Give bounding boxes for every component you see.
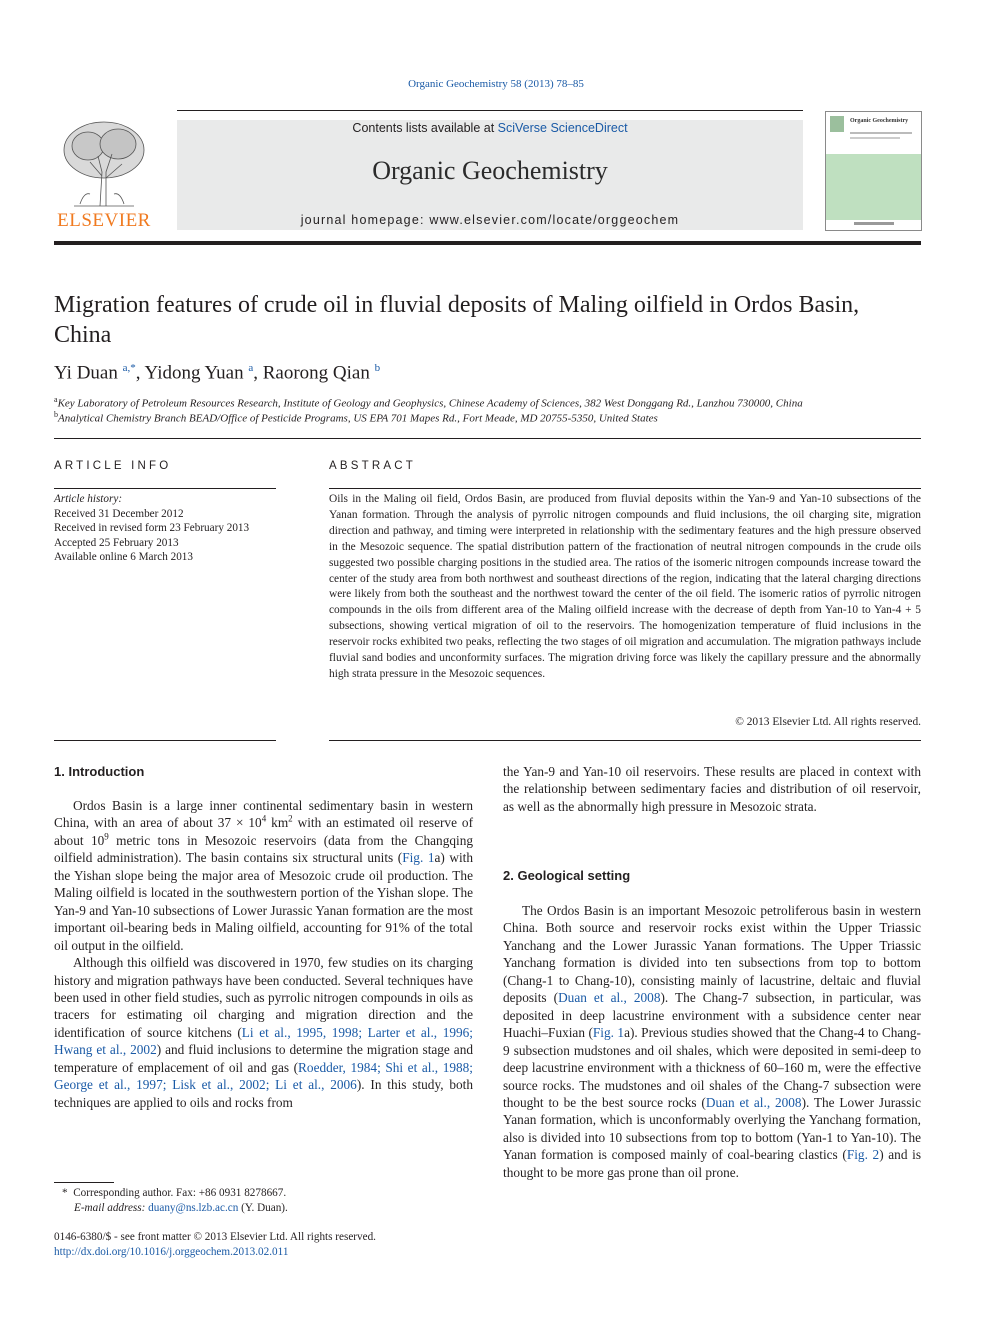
author-marks[interactable]: a (248, 362, 254, 374)
history-item: Received 31 December 2012 (54, 507, 184, 520)
abstract-bottom-rule (329, 740, 921, 741)
affiliation-mark: a (54, 395, 58, 404)
reference-link[interactable]: Roedder, 1984; Shi et al., 1988; George et al., 1997; Lisk et al., 2002; Li et al., 2006 (54, 1059, 473, 1093)
header-thick-rule (54, 241, 921, 245)
figure-link[interactable]: Fig. 1 (592, 1025, 625, 1041)
paragraph: Ordos Basin is a large inner continental sedimentary basin in western China, with an area of about $37 \times 10^4$ $km^2$ with an estimated oil reserve of about $10^9$ metric tons in Mesozoic reservoirs (data from the Changqing oilfield administration). The basin contains six structural units (Fig. 1a) with the Yishan slope being the major area of Mesozoic crude oil production. The Maling oilfield is located in the southwestern portion of the Yishan slope. The Yan-9 and Yan-10 subsections of Lower Jurassic Yanan formation are the most important oil-bearing beds in Maling oilfield, accounting for 91% of the total oil output in the oilfield. (54, 798, 474, 953)
contents-line (177, 121, 803, 135)
asterisk-icon: * (62, 1187, 74, 1199)
geological-setting-body (503, 902, 921, 1181)
abstract-heading: ABSTRACT (329, 460, 416, 472)
history-item: Accepted 25 February 2013 (54, 536, 179, 549)
affiliation-rule (54, 438, 921, 439)
contents-prefix: Contents lists available at (352, 121, 495, 135)
homepage-prefix: journal homepage: (300, 213, 425, 227)
article-info-heading: ARTICLE INFO (54, 460, 172, 472)
author-name[interactable]: Raorong Qian (262, 362, 370, 384)
abstract-rule (329, 488, 921, 489)
sciencedirect-link[interactable]: SciVerse ScienceDirect (497, 121, 628, 135)
cover-subtitle-line (850, 137, 900, 139)
abstract-copyright: © 2013 Elsevier Ltd. All rights reserved. (735, 716, 921, 728)
author-name[interactable]: Yi Duan (54, 362, 118, 384)
introduction-body (54, 797, 473, 1111)
author-list (54, 362, 914, 384)
history-item: Available online 6 March 2013 (54, 551, 193, 564)
doi-line (54, 1245, 474, 1260)
cover-subtitle-line (850, 132, 912, 134)
paragraph: Although this oilfield was discovered in 1970, few studies on its charging history and migration pathways have been conducted. Several techniques have been used in other field studies, such as pyrrolic nitrogen compounds in oils as tracers for estimating oil charging and migration direction and the identification of source kitchens (Li et al., 1995, 1998; Larter et al., 1996; Hwang et al., 2002) and fluid inclusions to determine the migration stage and temperature of emplacement of oil and gas (Roedder, 1984; Shi et al., 1988; George et al., 1997; Lisk et al., 2002; Li et al., 2006). In this study, both techniques are applied to oils and rocks from (54, 955, 474, 1110)
cover-green-panel (826, 154, 921, 220)
author-separator: , (135, 362, 145, 384)
corresponding-author-footnote: * Corresponding author. Fax: +86 0931 8278667. (62, 1187, 287, 1199)
journal-cover-thumbnail[interactable] (825, 111, 922, 231)
history-label: Article history: (54, 493, 123, 505)
article-info-rule (54, 488, 276, 489)
reference-link[interactable]: Duan et al., 2008 (558, 990, 661, 1006)
article-info-bottom-rule (54, 740, 276, 741)
author-separator: , (253, 362, 263, 384)
doi-link[interactable]: http://dx.doi.org/10.1016/j.orggeochem.2013.02.011 (54, 1246, 289, 1258)
footnote-rule (54, 1182, 114, 1183)
section-heading-geological-setting: 2. Geological setting (503, 868, 631, 883)
affiliation-mark: b (54, 410, 58, 419)
issn-line: 0146-6380/$ - see front matter © 2013 Elsevier Ltd. All rights reserved. (54, 1231, 376, 1243)
affiliation-a (54, 395, 914, 410)
cover-logo (830, 116, 844, 132)
author-marks[interactable]: b (374, 362, 381, 374)
elsevier-wordmark: ELSEVIER (57, 210, 151, 231)
cover-footer-line (854, 222, 894, 225)
cover-title: Organic Geochemistry (850, 118, 909, 124)
homepage-link[interactable]: www.elsevier.com/locate/orggeochem (429, 213, 680, 227)
journal-citation[interactable]: Organic Geochemistry 58 (2013) 78–85 (408, 78, 584, 90)
author-name[interactable]: Yidong Yuan (144, 362, 244, 384)
abstract-text: Oils in the Maling oil field, Ordos Basin, are produced from fluvial deposits within the Yan-9 and Yan-10 subsections of the Yanan formation. Through the analysis of pyrrolic nitrogen compounds and fluid inclusions, the oil charging site, migration direction and pathway, and timing were interpreted in relationship with the sedimentary features and the high pressure observed in the Mesozoic sequence. The spatial distribution pattern of the fractionation of neutral nitrogen compounds in the crude oils suggested two possible charging positions in the studied area. The ratios of the isomeric nitrogen compounds increase toward the center of the study area from both northwest and southeast directions of the region, indicating that the lateral charging directions were likely from both the southeast and the northwest toward the center of the oil field. The isomeric ratios of pyrrolic nitrogen compounds in the oils from different area of the Maling oilfield increase with the decrease of depth from Yan-10 to Yan-4 + 5 subsections, showing vertical migration of oil to the reservoirs. The homogenization temperature of fluid inclusions in the reservoir rocks exhibited two peaks, reflecting the two stages of oil migration and accumulation. The migration pathways include fluvial sand bodies and unconformity surfaces. The migration driving force was likely the capillary pressure and the abnormally high strata pressure in the Mesozoic sequences. (329, 493, 921, 680)
email-footnote (74, 1201, 474, 1216)
introduction-continued (503, 763, 921, 815)
email-suffix: (Y. Duan). (241, 1202, 288, 1214)
journal-name: Organic Geochemistry (372, 156, 608, 185)
email-link[interactable]: duany@ns.lzb.ac.cn (148, 1202, 239, 1214)
paragraph: The Ordos Basin is an important Mesozoic petroliferous basin in western China. Both source and reservoir rocks exist within the Upper Triassic Yanchang and the Lower Jurassic Yanan formations. The Upper Triassic Yanchang formation is divided into ten subsections from top to bottom (Chang-1 to Chang-10), consisting mainly of lacustrine, deltaic and fluvial deposits (Duan et al., 2008). The Chang-7 subsection, in particular, was deposited in deep lacustrine environment with a subsidence center near Huachi–Fuxian (Fig. 1a). Previous studies showed that the Chang-4 to Chang-9 subsection mudstones and oil shales, which were deposited in semi-deep to deep lacustrine environment with a thickness of 60–160 m, were the effective source rocks. The mudstones and oil shales of the Chang-7 subsection were thought to be the best source rocks (Duan et al., 2008). The Lower Jurassic Yanan formation, which is unconformably overlying the Yanchang formation, also is divided into 10 subsections from top to bottom (Yan-1 to Yan-10). The Yanan formation is composed mainly of coal-bearing clastics (Fig. 2) and is thought to be more gas prone than oil prone. (503, 903, 922, 1180)
article-history (54, 492, 276, 565)
section-heading-introduction: 1. Introduction (54, 764, 145, 779)
author-marks[interactable]: a,* (122, 362, 136, 374)
journal-homepage (177, 213, 803, 227)
header-rule (177, 110, 803, 111)
reference-link[interactable]: Li et al., 1995, 1998; Larter et al., 1996; Hwang et al., 2002 (54, 1024, 474, 1058)
affiliation-text: Analytical Chemistry Branch BEAD/Office of Pesticide Programs, US EPA 701 Mapes Rd., Fort Meade, MD 20755-5350, United States (58, 412, 658, 425)
affiliation-b (54, 410, 914, 425)
figure-link[interactable]: Fig. 2 (846, 1147, 880, 1163)
history-item: Received in revised form 23 February 2013 (54, 522, 250, 535)
figure-link[interactable]: Fig. 1 (402, 850, 435, 866)
email-label: E-mail address: (74, 1202, 146, 1214)
article-title: Migration features of crude oil in fluvial deposits of Maling oilfield in Ordos Basin, China (54, 292, 860, 348)
paragraph: the Yan-9 and Yan-10 oil reservoirs. These results are placed in context with the relationship between sedimentary facies and distribution of oil reservoir, as well as the abnormally high pressure in Mesozoic strata. (503, 764, 921, 814)
reference-link[interactable]: Duan et al., 2008 (705, 1094, 802, 1110)
affiliation-text: Key Laboratory of Petroleum Resources Research, Institute of Geology and Geophysics, Chinese Academy of Sciences, 382 West Donggang Rd., Lanzhou 730000, China (57, 397, 803, 410)
